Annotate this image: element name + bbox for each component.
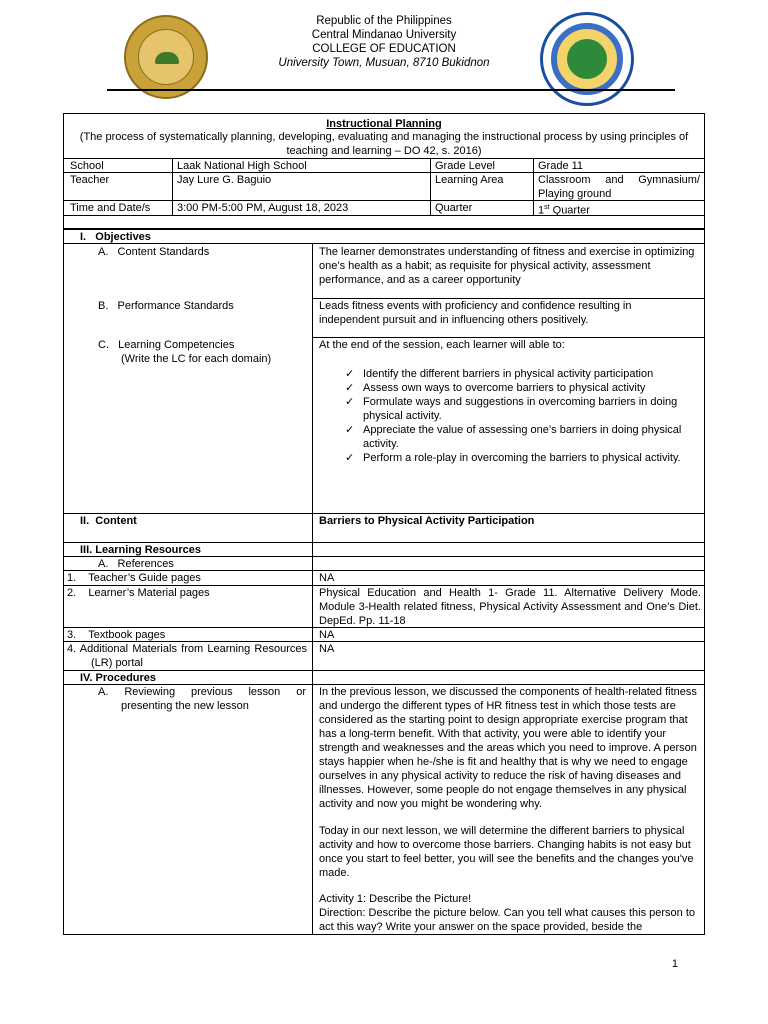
learning-competencies-label: C. Learning Competencies	[98, 339, 235, 351]
competency-item	[341, 381, 697, 395]
row-divider	[63, 934, 705, 935]
activity-direction: Direction: Describe the picture below. Can you tell what causes this person to act this way? Write your answer on the space provided, beside the	[319, 907, 696, 933]
grade-level-value: Grade 11	[538, 160, 584, 172]
check-icon: ✓	[345, 452, 355, 464]
competency-text: Formulate ways and suggestions in overcoming barriers in doing physical activity.	[363, 396, 678, 422]
reviewing-lesson-paragraph-1: In the previous lesson, we discussed the components of health-related fitness and undergo the different types of HR fitness test in which those tests are considered as the starting point to design appropriate exercise program that has a long-term benefit. With that activity, you were able to identify your strength and weaknesses and the areas which you need to improve. A person stays happier when he-/she is fit and healthy that is why we need to engage ourselves in any physical activity to reduce the risk of having diseases and illnesses. However, some people do not engage themselves in any physical activity and now you might be wondering why.	[319, 686, 697, 810]
check-icon: ✓	[345, 382, 355, 394]
row-divider	[63, 243, 705, 244]
reviewing-lesson-paragraph-2: Today in our next lesson, we will determine the different barriers to physical activity and how to overcome those barriers. Changing habits is not easy but once you start to feel better, you will see the benefits and the changes you've made.	[319, 825, 694, 879]
learners-material-label: 2. Learner’s Material pages	[67, 587, 210, 599]
letterhead	[0, 14, 768, 70]
competency-item	[341, 395, 697, 423]
learning-area-value: Classroom and Gymnasium/ Playing ground	[538, 174, 700, 200]
school-label: School	[70, 160, 104, 172]
content-value: Barriers to Physical Activity Participation	[319, 515, 535, 527]
content-heading: II. Content	[80, 515, 137, 527]
quarter-label: Quarter	[435, 202, 473, 214]
teachers-guide-label: 1. Teacher’s Guide pages	[67, 572, 201, 584]
objectives-heading: I. Objectives	[80, 231, 151, 243]
check-icon: ✓	[345, 424, 355, 436]
quarter-suffix: st	[544, 204, 550, 211]
content-standards-label: A. Content Standards	[98, 246, 210, 258]
quarter-word: Quarter	[549, 204, 590, 217]
competency-text: Appreciate the value of assessing one’s barriers in doing physical activity.	[363, 424, 682, 450]
header-divider	[107, 89, 675, 91]
quarter-value	[538, 201, 590, 218]
page-number: 1	[671, 958, 678, 970]
col-divider	[172, 158, 173, 215]
competency-text: Identify the different barriers in physical activity participation	[363, 368, 654, 380]
competencies-intro: At the end of the session, each learner will able to:	[319, 339, 565, 351]
row-divider	[63, 158, 705, 159]
additional-materials-label: 4. Additional Materials from Learning Resources (LR) portal	[67, 643, 307, 669]
content-standards-text: The learner demonstrates understanding of fitness and exercise in optimizing one’s health as a habit; as requisite for physical activity, assessment performance, and as a career opportunity	[319, 246, 695, 286]
competency-text: Perform a role-play in overcoming the barriers to physical activity.	[363, 452, 681, 464]
header-line-3: COLLEGE OF EDUCATION	[312, 43, 456, 55]
header-line-1: Republic of the Philippines	[316, 15, 452, 27]
competency-item	[341, 367, 697, 381]
quarter-number: 1	[538, 204, 545, 217]
grade-level-label: Grade Level	[435, 160, 495, 172]
col-divider	[430, 158, 431, 215]
textbook-pages-value: NA	[319, 629, 335, 641]
teacher-value: Jay Lure G. Baguio	[177, 174, 272, 186]
competency-item	[341, 423, 697, 451]
teacher-label: Teacher	[70, 174, 110, 186]
learning-area-label: Learning Area	[435, 174, 504, 186]
header-line-2: Central Mindanao University	[311, 29, 457, 41]
school-value: Laak National High School	[177, 160, 307, 172]
activity-title: Activity 1: Describe the Picture!	[319, 893, 472, 905]
performance-standards-text: Leads fitness events with proficiency and confidence resulting in independent pursuit and in influencing others positively.	[319, 300, 632, 326]
teachers-guide-value: NA	[319, 572, 335, 584]
check-icon: ✓	[345, 368, 355, 380]
col-divider	[312, 243, 313, 935]
competencies-list	[341, 367, 697, 465]
learning-resources-heading: III. Learning Resources	[80, 544, 202, 556]
time-date-value: 3:00 PM-5:00 PM, August 18, 2023	[177, 202, 349, 214]
learners-material-value: Physical Education and Health 1- Grade 11. Alternative Delivery Mode. Module 3-Health related fitness, Physical Activity Assessment and One’s Diet. DepEd. Pp. 11-18	[319, 587, 701, 627]
competency-text: Assess own ways to overcome barriers to physical activity	[363, 382, 646, 394]
time-date-label: Time and Date/s	[70, 202, 151, 214]
procedures-heading: IV. Procedures	[80, 672, 157, 684]
doc-subtitle: (The process of systematically planning, developing, evaluating and managing the instructional process by using principles of teaching and learning – DO 42, s. 2016)	[79, 131, 689, 157]
row-divider	[63, 215, 705, 216]
competency-item	[341, 451, 697, 465]
check-icon: ✓	[345, 396, 355, 408]
header-address: University Town, Musuan, 8710 Bukidnon	[278, 57, 490, 69]
additional-materials-value: NA	[319, 643, 335, 655]
reviewing-lesson-label: A. Reviewing previous lesson or presenting the new lesson	[98, 686, 306, 712]
row-divider	[63, 670, 705, 671]
references-label: A. References	[98, 558, 174, 570]
learning-competencies-note: (Write the LC for each domain)	[121, 353, 272, 365]
textbook-pages-label: 3. Textbook pages	[67, 629, 166, 641]
doc-title: Instructional Planning	[326, 118, 442, 130]
performance-standards-label: B. Performance Standards	[98, 300, 234, 312]
col-divider	[533, 158, 534, 215]
